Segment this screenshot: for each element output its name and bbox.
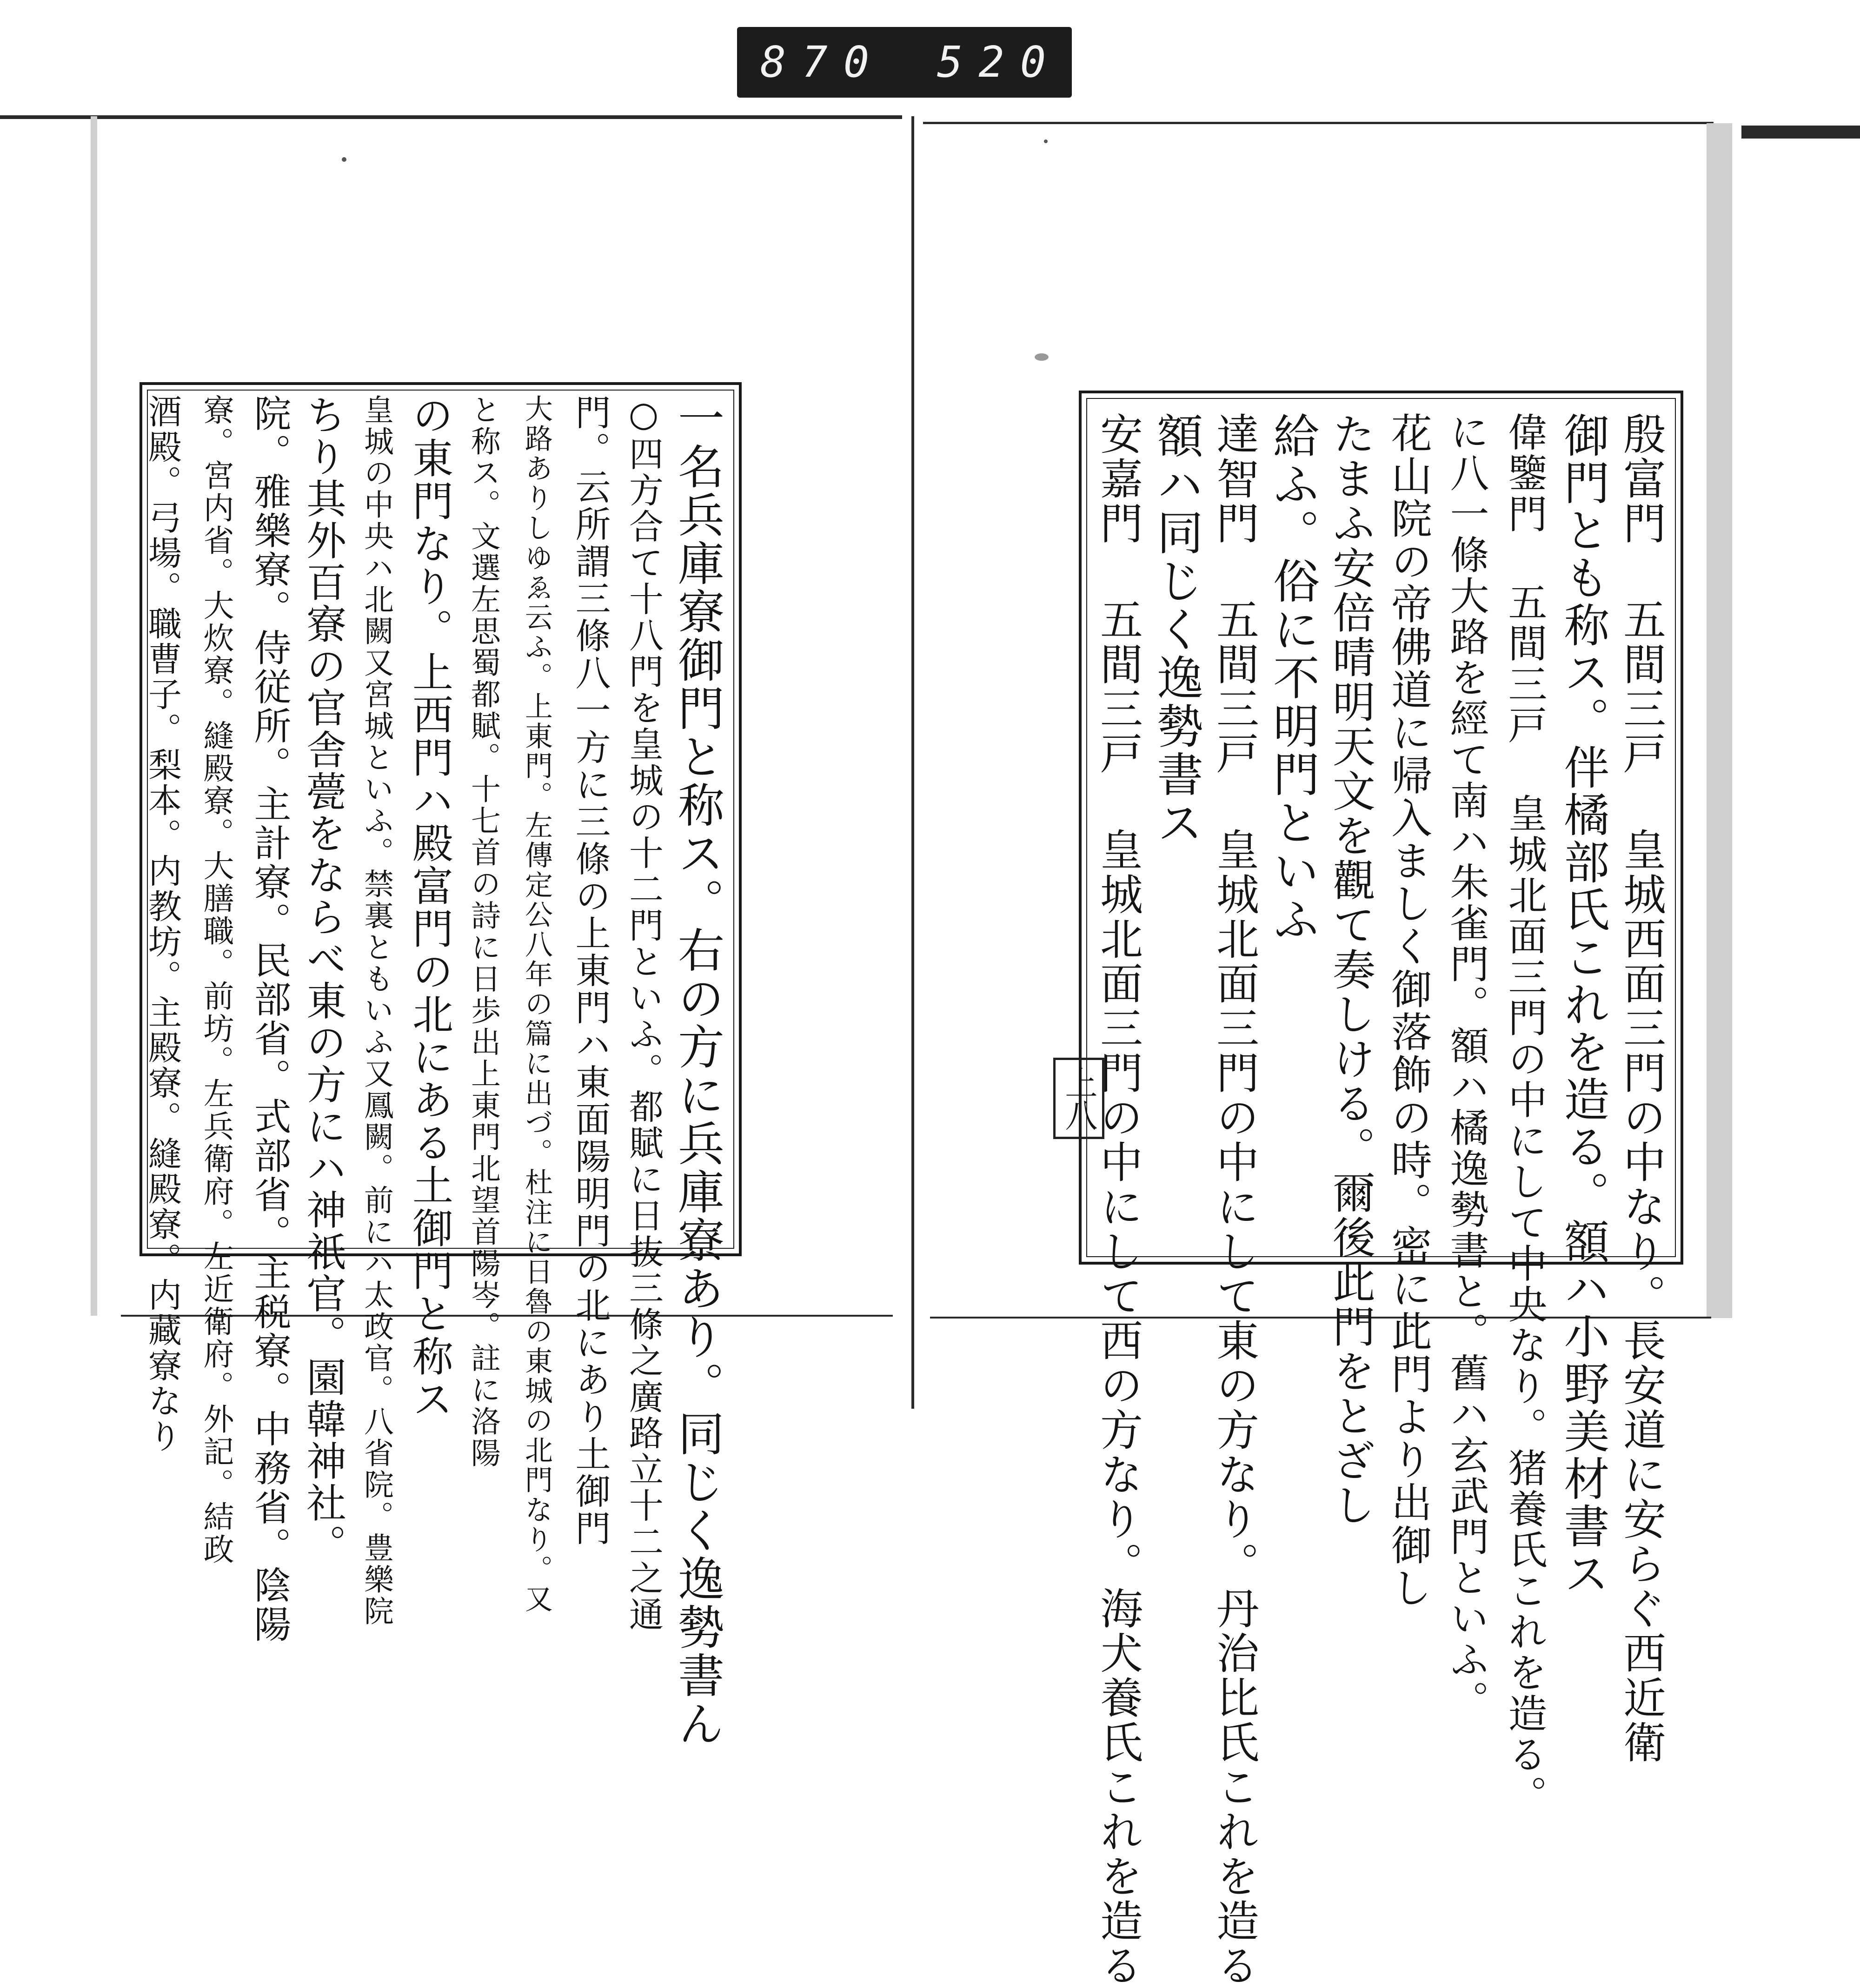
left-page-edge [91, 116, 97, 1316]
left-column-5: と称ス。文選左思蜀都賦。十七首の詩に日歩出上東門北望首陽岑。註に洛陽 [466, 394, 500, 1469]
top-scan-edge-far-right [1741, 126, 1860, 139]
top-scan-edge-right [923, 122, 1714, 124]
left-column-6: の東門なり。上西門ハ殿富門の北にある土御門と称ス [406, 394, 454, 1421]
page-number: 上八 [1053, 1058, 1104, 1139]
left-column-1: 一名兵庫寮御門と称ス。右の方に兵庫寮あり。同じく逸勢書ん [670, 394, 724, 1748]
right-column-6: たまふ安倍晴明天文を觀て奏しける。爾後此門をとざし [1326, 412, 1375, 1528]
left-column-2: ○四方合て十八門を皇城の十二門といふ。都賦に日抜三條之廣路立十二之通 [624, 394, 664, 1633]
right-column-4: に八一條大路を經て南ハ朱雀門。額ハ橘逸勢書と。舊ハ玄武門といふ。 [1444, 412, 1489, 1721]
top-scan-edge-left [0, 115, 902, 119]
catalog-label-plate [737, 27, 1072, 98]
left-column-9: 院。雅樂寮。侍従所。主計寮。民部省。式部省。主税寮。中務省。陰陽 [248, 394, 291, 1644]
right-column-1: 殷富門 五間三戸 皇城西面三門の中なり。長安道に安らぐ西近衛 [1616, 412, 1666, 1765]
right-page-stack [1707, 123, 1732, 1318]
right-column-7: 給ふ。俗に不明門といふ [1265, 412, 1320, 944]
gutter-line [911, 116, 914, 1409]
left-column-10: 寮。宮内省。大炊寮。縫殿寮。大膳職。前坊。左兵衛府。左近衛府。外記。結政 [198, 394, 234, 1566]
right-column-3: 偉鑒門 五間三戸 皇城北面三門の中にして中央なり。猪養氏これを造る。 [1502, 412, 1548, 1816]
right-column-10: 安嘉門 五間三戸 皇城北面三門の中にして西の方なり。海犬養氏これを造る [1093, 412, 1143, 1988]
right-column-5: 花山院の帝佛道に帰入ましく御落飾の時。密に此門より出御し [1385, 412, 1433, 1610]
scan-speck [1035, 353, 1049, 361]
left-column-3: 門。云所謂三條八一方に三條の上東門ハ東面陽明門の北にあり土御門 [570, 394, 611, 1547]
left-column-8: ちり其外百寮の官舎甍をならべ東の方にハ神祇官。園韓神社。 [299, 394, 346, 1566]
scan-speck [342, 157, 346, 162]
right-page-frame [1079, 391, 1683, 1988]
left-column-11: 酒殿。弓場。職曹子。梨本。内教坊。主殿寮。縫殿寮。内藏寮なり [143, 394, 182, 1454]
catalog-right-number: 520 [937, 37, 1062, 87]
right-column-2: 御門とも称ス。伴橘部氏これを造る。額ハ小野美材書ス [1556, 412, 1609, 1597]
right-column-8: 達智門 五間三戸 皇城北面三門の中にして東の方なり。丹治比氏これを造る [1209, 412, 1259, 1988]
left-column-4: 大路ありしゆゑ云ふ。上東門。左傳定公八年の篇に出づ。杜注に日魯の東城の北門なり。又 [520, 394, 553, 1614]
right-column-9: 額ハ同じく逸勢書ス [1149, 412, 1203, 847]
scan-speck [1044, 139, 1048, 143]
left-page-frame [140, 382, 742, 1748]
left-column-7: 皇城の中央ハ北闕又宮城といふ。禁裏ともいふ又鳳闕。前にハ太政官。八省院。豊樂院 [359, 394, 393, 1627]
catalog-left-number: 870 [760, 37, 885, 87]
